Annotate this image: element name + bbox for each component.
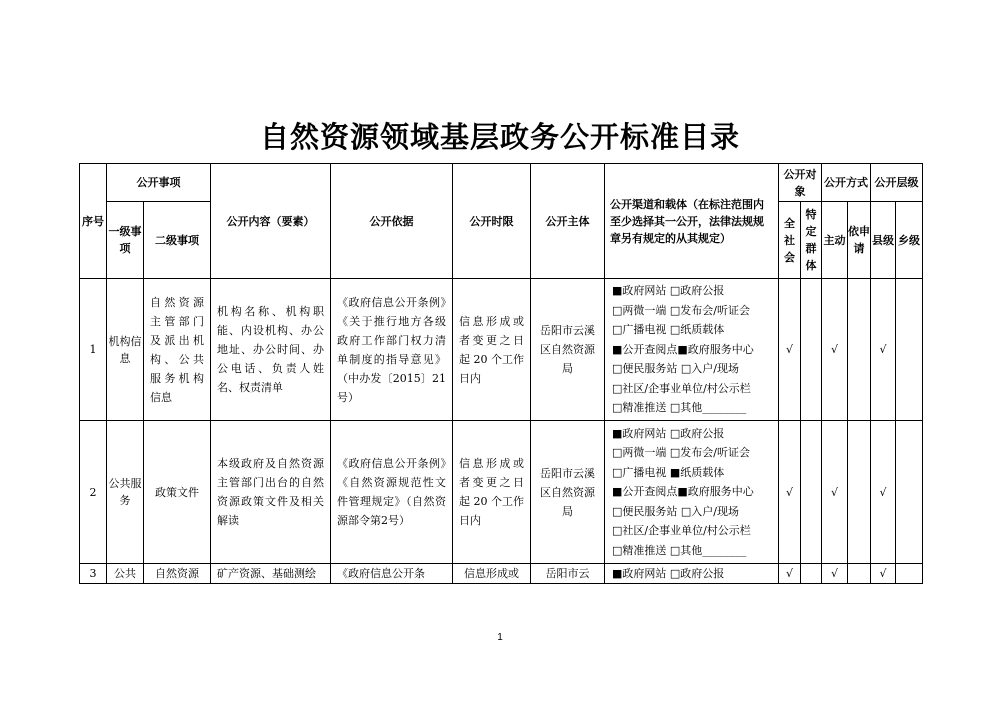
- channel-line: □精准推送 □其他________: [612, 543, 747, 557]
- row-channels: [605, 279, 779, 421]
- row-content: 矿产资源、基础测绘: [211, 564, 331, 584]
- channel-line: □精准推送 □其他________: [612, 401, 747, 415]
- header-level1: 一级事项: [107, 202, 144, 279]
- row-target-specific: [801, 279, 822, 421]
- row-method-active: √: [822, 564, 848, 584]
- row-subject: 岳阳市云: [531, 564, 605, 584]
- table-row: [80, 421, 923, 564]
- header-target: 公开对象: [779, 164, 822, 202]
- row-method-active: √: [822, 421, 848, 564]
- catalog-table: [79, 163, 923, 584]
- row-level-township: [896, 421, 923, 564]
- channel-line: □广播电视 ■纸质载体: [612, 465, 725, 479]
- row-level2: 自然资源: [144, 564, 211, 584]
- row-subject: 岳阳市云溪区自然资源局: [531, 421, 605, 564]
- header-method-request: 依申请: [848, 202, 871, 279]
- channel-line: □便民服务站 □入户/现场: [612, 504, 739, 518]
- channel-line: □社区/企事业单位/村公示栏: [612, 381, 751, 395]
- row-basis: 《政府信息公开条例》《关于推行地方各级政府工作部门权力清单制度的指导意见》（中办发〔2015〕21号）: [331, 279, 453, 421]
- row-level-township: [896, 564, 923, 584]
- row-method-request: [848, 421, 871, 564]
- header-basis: 公开依据: [331, 164, 453, 279]
- channel-line: ■政府网站 □政府公报: [612, 284, 725, 298]
- row-target-all: √: [779, 564, 801, 584]
- row-channels: [605, 564, 779, 584]
- header-channels: 公开渠道和载体（在标注范围内至少选择其一公开，法律法规规章另有规定的从其规定）: [605, 164, 779, 279]
- channel-line: ■公开查阅点■政府服务中心: [612, 342, 754, 356]
- row-target-all: √: [779, 279, 801, 421]
- document-title: 自然资源领域基层政务公开标准目录: [259, 120, 740, 154]
- table-row: [80, 564, 923, 584]
- row-level-township: [896, 279, 923, 421]
- row-target-specific: [801, 564, 822, 584]
- row-time-limit: 信息形成或者变更之日起 20 个工作日内: [453, 421, 531, 564]
- row-seq: 1: [80, 279, 107, 421]
- row-level1: 公共服务: [107, 421, 144, 564]
- table-row: [80, 279, 923, 421]
- row-content: 机构名称、机构职能、内设机构、办公地址、办公时间、办公电话、负责人姓名、权责清单: [211, 279, 331, 421]
- channel-line: □两微一端 □发布会/听证会: [612, 446, 750, 460]
- row-method-request: [848, 564, 871, 584]
- header-level: 公开层级: [871, 164, 923, 202]
- row-time-limit: 信息形成或者变更之日起 20 个工作日内: [453, 279, 531, 421]
- row-seq: 3: [80, 564, 107, 584]
- header-matter: 公开事项: [107, 164, 211, 202]
- row-basis: 《政府信息公开条例》《自然资源规范性文件管理规定》（自然资源部令第2号）: [331, 421, 453, 564]
- header-seq: 序号: [80, 164, 107, 279]
- page-number: 1: [497, 632, 503, 643]
- row-level-county: √: [871, 564, 896, 584]
- header-subject: 公开主体: [531, 164, 605, 279]
- row-seq: 2: [80, 421, 107, 564]
- row-target-all: √: [779, 421, 801, 564]
- channel-line: ■政府网站 □政府公报: [612, 426, 725, 440]
- channel-line: ■公开查阅点■政府服务中心: [612, 485, 754, 499]
- row-level-county: √: [871, 279, 896, 421]
- header-time-limit: 公开时限: [453, 164, 531, 279]
- row-method-active: √: [822, 279, 848, 421]
- channel-line: ■政府网站 □政府公报: [612, 567, 725, 580]
- row-level2: 政策文件: [144, 421, 211, 564]
- channel-line: □两微一端 □发布会/听证会: [612, 303, 750, 317]
- row-level1: 公共: [107, 564, 144, 584]
- row-time-limit: 信息形成或: [453, 564, 531, 584]
- row-method-request: [848, 279, 871, 421]
- row-level1: 机构信息: [107, 279, 144, 421]
- header-level2: 二级事项: [144, 202, 211, 279]
- header-row-1: [80, 164, 923, 202]
- header-content: 公开内容（要素）: [211, 164, 331, 279]
- header-method-active: 主动: [822, 202, 848, 279]
- row-level2: 自然资源主管部门及派出机构、公共服务机构信息: [144, 279, 211, 421]
- channel-line: □便民服务站 □入户/现场: [612, 362, 739, 376]
- row-target-specific: [801, 421, 822, 564]
- header-target-all: 全社会: [779, 202, 801, 279]
- row-level-county: √: [871, 421, 896, 564]
- header-level-township: 乡级: [896, 202, 923, 279]
- row-channels: [605, 421, 779, 564]
- channel-line: □社区/企事业单位/村公示栏: [612, 524, 751, 538]
- header-method: 公开方式: [822, 164, 871, 202]
- header-target-specific: 特定群体: [801, 202, 822, 279]
- row-basis: 《政府信息公开条: [331, 564, 453, 584]
- row-content: 本级政府及自然资源主管部门出台的自然资源政策文件及相关解读: [211, 421, 331, 564]
- channel-line: □广播电视 □纸质载体: [612, 323, 725, 337]
- header-level-county: 县级: [871, 202, 896, 279]
- row-subject: 岳阳市云溪区自然资源局: [531, 279, 605, 421]
